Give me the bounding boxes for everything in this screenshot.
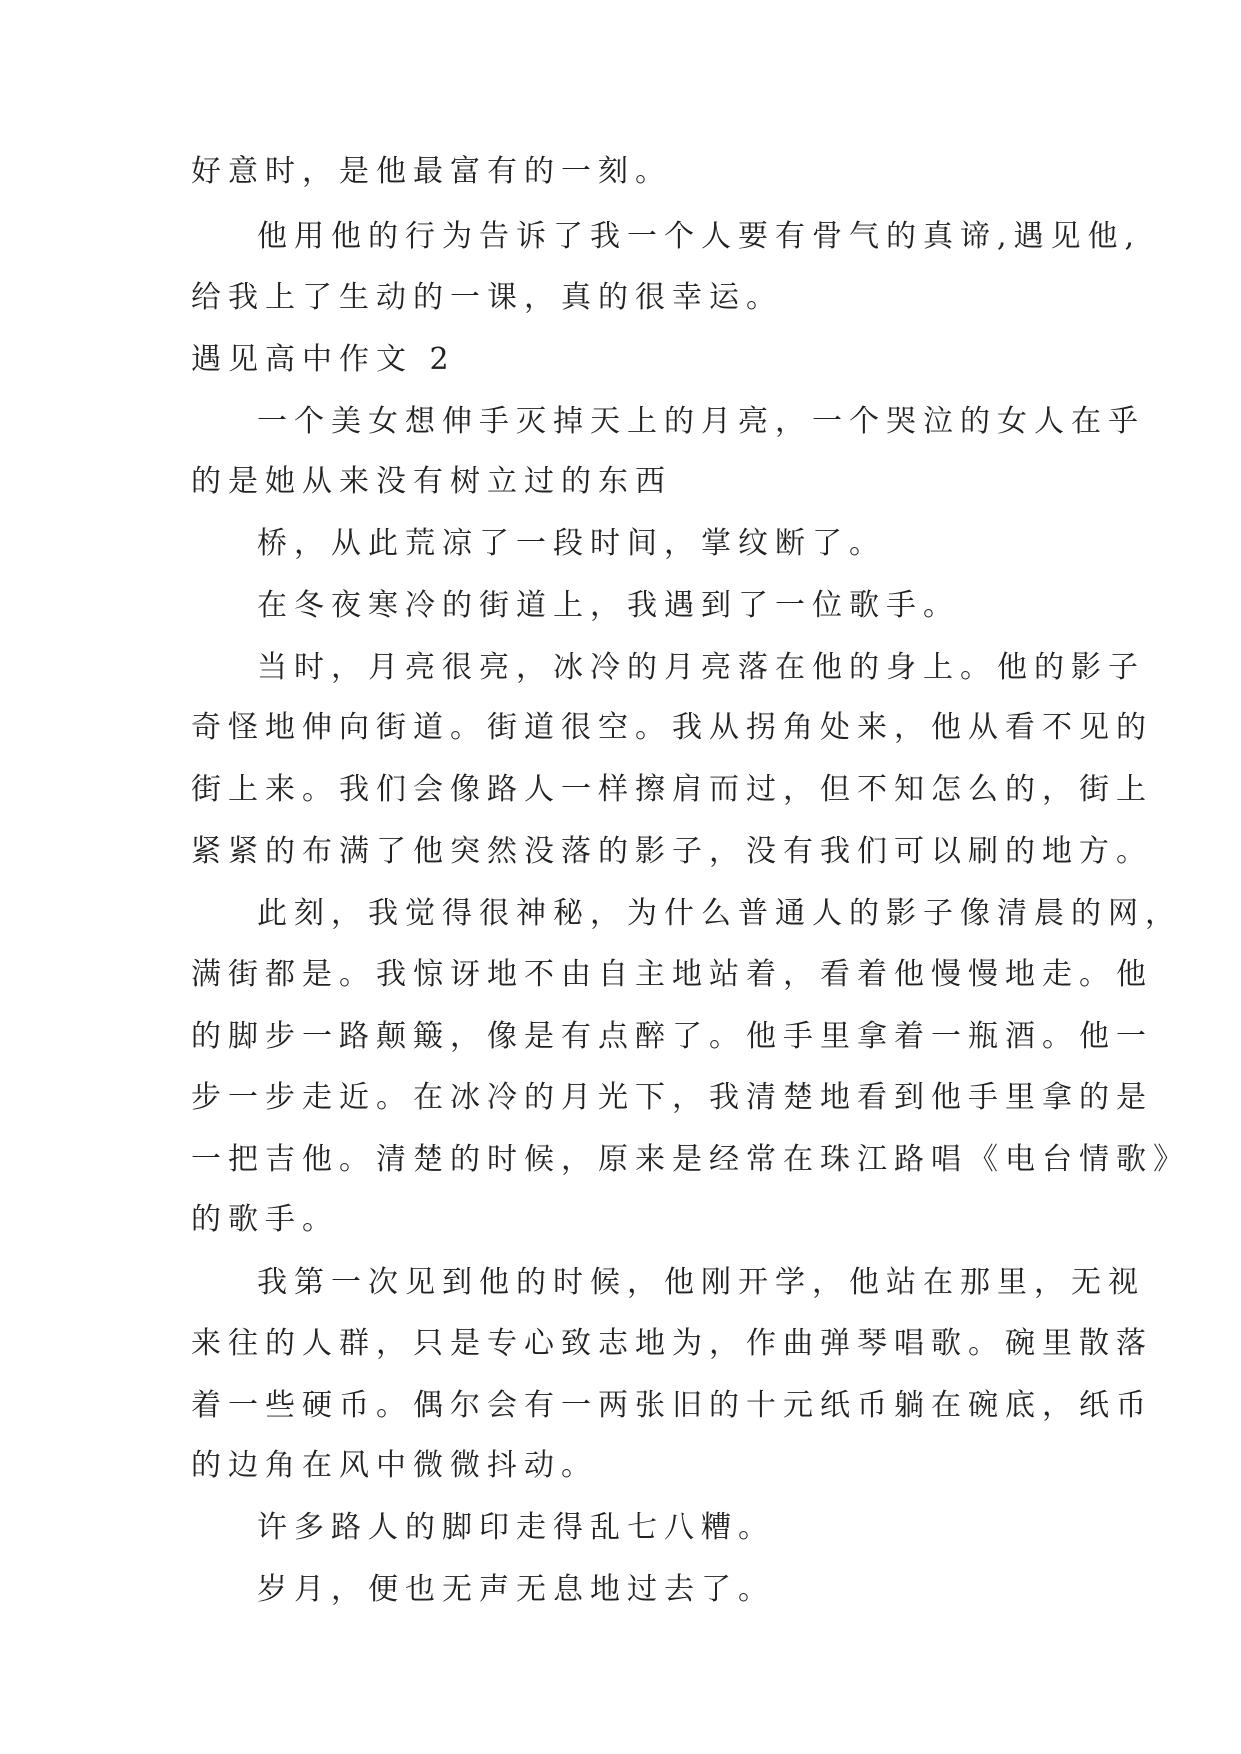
text-line: 奇怪地伸向街道。街道很空。我从拐角处来，他从看不见的 xyxy=(191,710,1153,745)
text-line: 的脚步一路颠簸，像是有点醉了。他手里拿着一瓶酒。他一 xyxy=(191,1019,1153,1054)
text-line: 的边角在风中微微抖动。 xyxy=(191,1448,598,1483)
text-line: 的歌手。 xyxy=(191,1202,339,1237)
text-line: 着一些硬币。偶尔会有一两张旧的十元纸币躺在碗底，纸币 xyxy=(191,1388,1153,1423)
text-line: 街上来。我们会像路人一样擦肩而过，但不知怎么的，街上 xyxy=(191,772,1153,807)
text-line: 的是她从来没有树立过的东西 xyxy=(191,464,672,499)
text-line: 桥，从此荒凉了一段时间，掌纹断了。 xyxy=(257,526,886,561)
text-line: 我第一次见到他的时候，他刚开学，他站在那里，无视 xyxy=(257,1265,1145,1300)
text-line: 步一步走近。在冰冷的月光下，我清楚地看到他手里拿的是 xyxy=(191,1080,1153,1115)
text-line: 满街都是。我惊讶地不由自主地站着，看着他慢慢地走。他 xyxy=(191,957,1153,992)
text-line: 在冬夜寒冷的街道上，我遇到了一位歌手。 xyxy=(257,588,960,623)
text-line: 他用他的行为告诉了我一个人要有骨气的真谛,遇见他, xyxy=(257,219,1142,254)
text-line: 给我上了生动的一课，真的很幸运。 xyxy=(191,280,783,315)
section-heading: 遇见高中作文 2 xyxy=(191,342,456,377)
text-line: 好意时，是他最富有的一刻。 xyxy=(191,154,672,189)
text-line: 许多路人的脚印走得乱七八糟。 xyxy=(257,1510,775,1545)
text-line: 来往的人群，只是专心致志地为，作曲弹琴唱歌。碗里散落 xyxy=(191,1326,1153,1361)
text-line: 紧紧的布满了他突然没落的影子，没有我们可以刷的地方。 xyxy=(191,834,1153,869)
text-line: 此刻，我觉得很神秘，为什么普通人的影子像清晨的网， xyxy=(257,896,1182,931)
text-line: 当时，月亮很亮，冰冷的月亮落在他的身上。他的影子 xyxy=(257,650,1145,685)
text-line: 一把吉他。清楚的时候，原来是经常在珠江路唱《电台情歌》 xyxy=(191,1142,1190,1177)
text-line: 岁月，便也无声无息地过去了。 xyxy=(257,1572,775,1607)
text-line: 一个美女想伸手灭掉天上的月亮，一个哭泣的女人在乎 xyxy=(257,404,1145,439)
